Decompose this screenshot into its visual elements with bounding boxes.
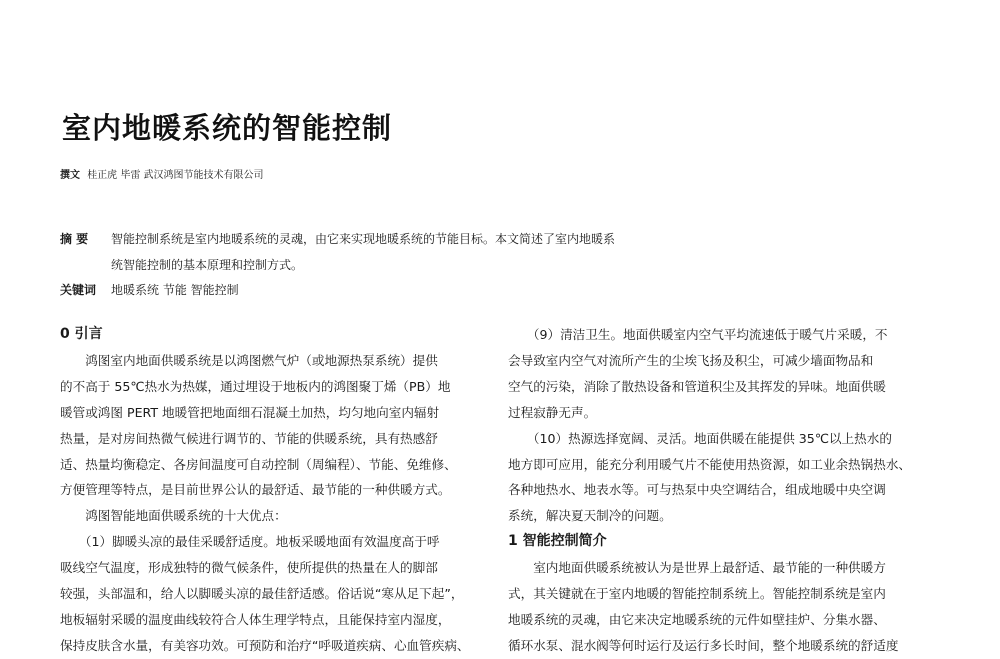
author-names: 桂正虎 毕雷 武汉鸿图节能技术有限公司: [87, 170, 264, 181]
body-line: （9）清洁卫生。地面供暖室内空气平均流速低于暖气片采暖，不: [508, 327, 888, 342]
body-line: 地板辐射采暖的温度曲线较符合人体生理学特点，且能保持室内湿度，: [60, 611, 451, 627]
body-line: 室内地面供暖系统被认为是世界上最舒适、最节能的一种供暖方: [508, 560, 886, 576]
body-line: 循环水泵、混水阀等何时运行及运行多长时间，整个地暖系统的舒适度: [508, 637, 899, 653]
body-line: 地方即可应用，能充分利用暖气片不能使用热资源，如工业余热锅热水、: [508, 456, 911, 472]
body-line: 式，其关键就在于室内地暖的智能控制系统上。智能控制系统是室内: [508, 586, 886, 602]
article-title: 室内地暖系统的智能控制: [62, 111, 393, 145]
right-column: [508, 322, 940, 659]
abstract-line: 统智能控制的基本原理和控制方式。: [111, 258, 304, 272]
body-line: 方便管理等特点，是目前世界公认的最舒适、最节能的一种供暖方式。: [60, 482, 451, 498]
body-line: 会导致室内空气对流所产生的尘埃飞扬及积尘，可减少墙面物品和: [508, 352, 874, 368]
keywords-label: 关键词: [60, 283, 97, 297]
abstract-label: 摘 要: [60, 232, 89, 246]
body-line: 各种地热水、地表水等。可与热泵中央空调结合，组成地暖中央空调: [508, 482, 886, 498]
section-heading-intro: 0 引言: [60, 326, 103, 342]
body-line: 适、热量均衡稳定、各房间温度可自动控制（周编程）、节能、免维修、: [60, 456, 457, 472]
body-line: 过程寂静无声。: [508, 404, 597, 420]
section-heading-control: 1 智能控制简介: [508, 533, 607, 550]
body-line: 空气的污染，消除了散热设备和管道积尘及其挥发的异味。地面供暖: [508, 378, 886, 394]
left-column: [60, 322, 490, 659]
body-line: 吸线空气温度，形成独特的微气候条件，使所提供的热量在人的脚部: [60, 560, 438, 576]
author-line: [60, 166, 264, 181]
body-line: 热量，是对房间热微气候进行调节的、节能的供暖系统，具有热感舒: [60, 430, 438, 446]
author-label: 撰文: [60, 170, 80, 181]
keywords-text: 地暖系统 节能 智能控制: [111, 283, 239, 297]
body-line: 保持皮肤含水量，有美容功效。可预防和治疗“呼吸道疾病、心血管疾病、: [60, 637, 470, 653]
body-line: 系统，解决夏天制冷的问题。: [508, 508, 672, 524]
body-line: 地暖系统的灵魂，由它来决定地暖系统的元件如壁挂炉、分集水器、: [508, 611, 886, 627]
body-line: 的不高于 55℃热水为热媒，通过埋设于地板内的鸿图聚丁烯（PB）地: [60, 378, 451, 394]
body-line: （1）脚暖头凉的最佳采暖舒适度。地板采暖地面有效温度高于呼: [60, 534, 440, 550]
body-line: 鸿图智能地面供暖系统的十大优点：: [60, 508, 287, 524]
body-line: 暖管或鸿图 PERT 地暖管把地面细石混凝土加热，均匀地向室内辐射: [60, 404, 440, 420]
abstract-line: 智能控制系统是室内地暖系统的灵魂，由它来实现地暖系统的节能目标。本文简述了室内地暖系: [111, 232, 616, 246]
body-line: （10）热源选择宽阔、灵活。地面供暖在能提供 35℃以上热水的: [508, 430, 892, 446]
body-line: 较强，头部温和，给人以脚暖头凉的最佳舒适感。俗话说“寒从足下起”，: [60, 586, 464, 602]
body-line: 鸿图室内地面供暖系统是以鸿图燃气炉（或地源热泵系统）提供: [60, 352, 438, 368]
